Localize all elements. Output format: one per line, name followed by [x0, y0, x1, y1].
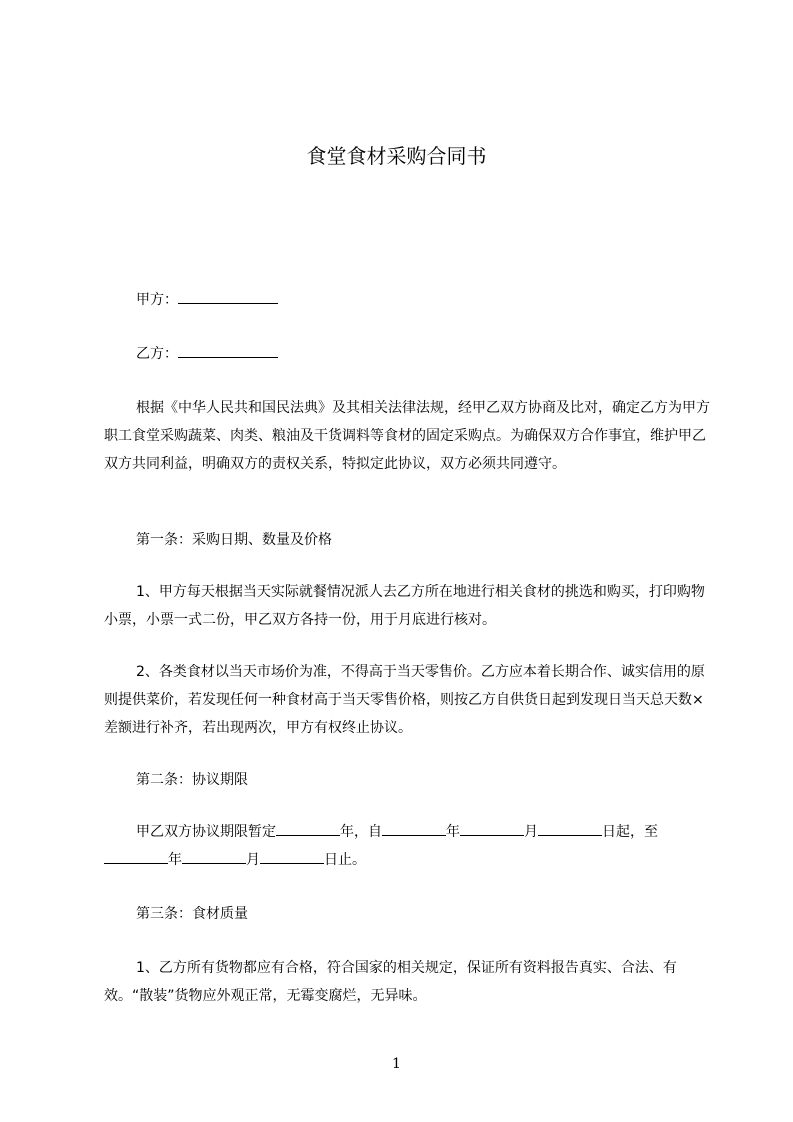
start-unit-day: 日起，至 — [602, 824, 658, 840]
party-b-label: 乙方： — [136, 346, 178, 362]
end-unit-month: 月 — [246, 852, 260, 868]
party-a-label: 甲方： — [136, 292, 178, 308]
article3-clause1: 1、乙方所有货物都应有合格，符合国家的相关规定，保证所有资料报告真实、合法、有效。“散装”货物应外观正常，无霉变腐烂，无异味。 — [104, 960, 677, 1004]
start-unit-year: 年 — [446, 824, 460, 840]
end-month-blank[interactable] — [182, 848, 246, 864]
article3-heading: 第三条：食材质量 — [136, 906, 248, 922]
term-unit-year: 年，自 — [340, 824, 382, 840]
term-prefix: 甲乙双方协议期限暂定 — [136, 824, 276, 840]
end-day-blank[interactable] — [260, 848, 324, 864]
end-year-blank[interactable] — [104, 848, 168, 864]
end-unit-year: 年 — [168, 852, 182, 868]
article2-term — [104, 818, 716, 874]
party-a-blank[interactable] — [178, 288, 278, 304]
document-title: 食堂食材采购合同书 — [306, 144, 487, 168]
end-unit-day: 日止。 — [324, 852, 366, 868]
article2-heading: 第二条：协议期限 — [136, 772, 248, 788]
term-years-blank[interactable] — [276, 820, 340, 836]
article1-heading: 第一条：采购日期、数量及价格 — [136, 532, 332, 548]
start-year-blank[interactable] — [382, 820, 446, 836]
party-a-line — [136, 286, 278, 314]
page-number: 1 — [392, 1056, 401, 1072]
article1-clause2: 2、各类食材以当天市场价为准，不得高于当天零售价。乙方应本着长期合作、诚实信用的原则提供菜价，若发现任何一种食材高于当天零售价格，则按乙方自供货日起到发现日当天总天数×差额进行补齐，若出现两次，甲方有权终止协议。 — [104, 664, 705, 736]
start-day-blank[interactable] — [538, 820, 602, 836]
party-b-blank[interactable] — [178, 342, 278, 358]
party-b-line — [136, 340, 278, 368]
start-unit-month: 月 — [524, 824, 538, 840]
intro-paragraph: 根据《中华人民共和国民法典》及其相关法律法规，经甲乙双方协商及比对，确定乙方为甲方职工食堂采购蔬菜、肉类、粮油及干货调料等食材的固定采购点。为确保双方合作事宜，维护甲乙双方共同利益，明确双方的责权关系，特拟定此协议，双方必须共同遵守。 — [104, 400, 710, 472]
start-month-blank[interactable] — [460, 820, 524, 836]
article1-clause1: 1、甲方每天根据当天实际就餐情况派人去乙方所在地进行相关食材的挑选和购买，打印购物小票，小票一式二份，甲乙双方各持一份，用于月底进行核对。 — [104, 584, 705, 628]
